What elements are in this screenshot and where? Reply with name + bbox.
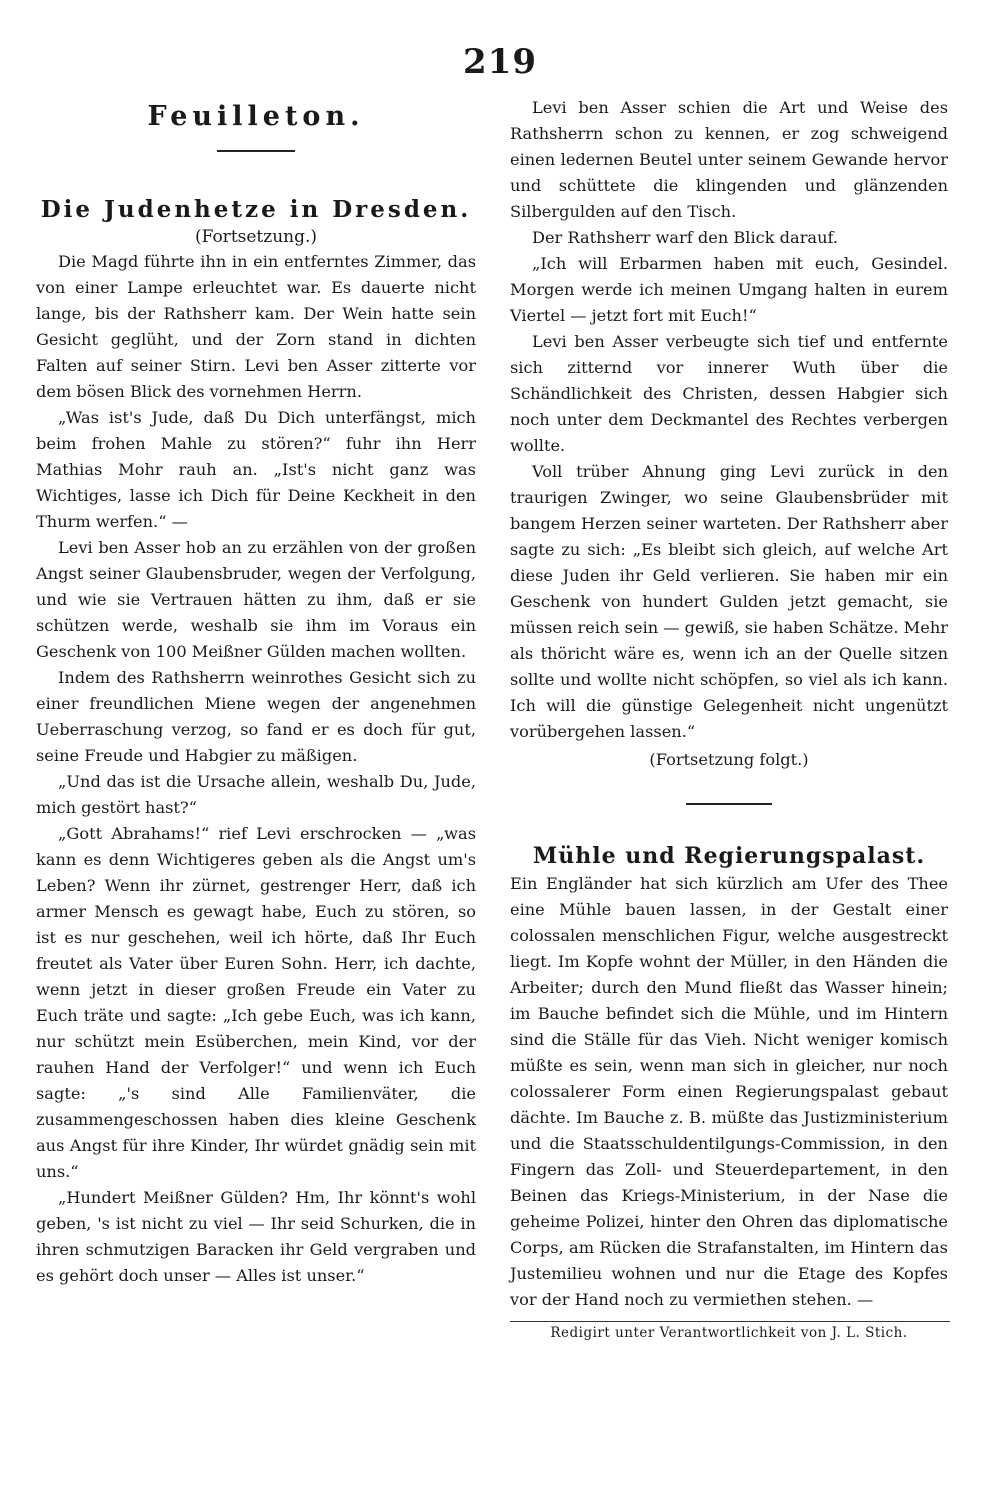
paragraph: Der Rathsherr warf den Blick darauf. (532, 228, 839, 247)
article-subtitle: (Fortsetzung.) (194, 227, 318, 247)
page-number: 219 (463, 42, 537, 82)
article-title: Die Judenhetze in Dresden. (40, 196, 472, 223)
paragraph: Indem des Rathsherrn weinrothes Gesicht sich zu einer freundlichen Miene wegen der angenehmen Ueberraschung verzog, so fand er es doch für gut, seine Freude und Habgier zu mäßigen. (36, 668, 476, 765)
paragraph: „Und das ist die Ursache allein, weshalb Du, Jude, mich gestört hast?“ (36, 772, 476, 817)
section-divider (217, 150, 295, 152)
paragraph: „Hundert Meißner Gülden? Hm, Ihr könnt's wohl geben, 's ist nicht zu viel — Ihr seid Schurken, die in ihren schmutzigen Baracken ihr Geld vergraben und es gehört doch unser — Alles ist unser.“ (36, 1188, 476, 1285)
paragraph: „Ich will Erbarmen haben mit euch, Gesindel. Morgen werde ich meinen Umgang halten in eurem Viertel — jetzt fort mit Euch!“ (510, 254, 948, 325)
paragraph: Levi ben Asser verbeugte sich tief und entfernte sich zitternd vor innerer Wuth über die Schändlichkeit des Christen, dessen Habgier sich noch unter dem Deckmantel des Rechtes verbergen wollte. (510, 332, 948, 455)
paragraph: Levi ben Asser schien die Art und Weise des Rathsherrn schon zu kennen, er zog schweigend einen ledernen Beutel unter seinem Gewande hervor und schüttete die klingenden und glänzenden Silbergulden auf den Tisch. (510, 98, 948, 221)
right-column (510, 95, 948, 1341)
paragraph: Voll trüber Ahnung ging Levi zurück in den traurigen Zwinger, wo seine Glaubensbrüder mit bangem Herzen seiner warteten. Der Rathsherr aber sagte zu sich: „Es bleibt sich gleich, auf welche Art diese Juden ihr Geld verlieren. Sie haben mir ein Geschenk von hundert Gulden jetzt gemacht, sie müssen reich sein — gewiß, sie haben Schätze. Mehr als thöricht wäre es, wenn ich an der Quelle sitzen sollte und wollte nicht schöpfen, so viel als ich kann. Ich will die günstige Gelegenheit nicht ungenützt vorübergehen lassen.“ (510, 462, 948, 741)
paragraph: Die Magd führte ihn in ein entferntes Zimmer, das von einer Lampe erleuchtet war. Es dauerte nicht lange, bis der Rathsherr kam. Der Wein hatte sein Gesicht geglüht, und der Zorn stand in dichten Falten auf seiner Stirn. Levi ben Asser zitterte vor dem bösen Blick des vornehmen Herrn. (36, 252, 476, 401)
editor-line: Redigirt unter Verantwortlichkeit von J. L. Stich. (550, 1325, 908, 1341)
footer-rule (510, 1321, 950, 1322)
paragraph: „Was ist's Jude, daß Du Dich unterfängst, mich beim frohen Mahle zu stören?“ fuhr ihn Herr Mathias Mohr rauh an. „Ist's nicht ganz was Wichtiges, lasse ich Dich für Deine Keckheit in den Thurm werfen.“ — (36, 408, 476, 531)
left-column (36, 95, 476, 1289)
article-title-2: Mühle und Regierungspalast. (532, 843, 926, 869)
article-divider (686, 803, 772, 805)
paragraph: „Gott Abrahams!“ rief Levi erschrocken — „was kann es denn Wichtigeres geben als die Angst um's Leben? Wenn ihr zürnet, gestrenger Herr, daß ich armer Mensch es gewagt habe, Euch zu stören, so ist es nur geschehen, weil ich hörte, daß Ihr Euch freutet als Vater über Euren Sohn. Herr, ich dachte, wenn jetzt in dieser großen Freude ein Vater zu Euch träte und sagte: „Ich gebe Euch, was ich kann, nur schützt mein Esüberchen, mein Kind, vor der rauhen Hand der Verfolger!“ und wenn ich Euch sagte: „'s sind Alle Familienväter, die zusammengeschossen haben dies kleine Geschenk aus Angst für ihre Kinder, Ihr würdet gnädig sein mit uns.“ (36, 824, 476, 1181)
section-heading: Feuilleton. (147, 101, 365, 132)
paragraph: Levi ben Asser hob an zu erzählen von der großen Angst seiner Glaubensbruder, wegen der Verfolgung, und wie sie Vertrauen hätten zu ihm, daß er sie schützen werde, weshalb sie ihm im Voraus ein Geschenk von 100 Meißner Gülden machen wollten. (36, 538, 476, 661)
continuation-note: (Fortsetzung folgt.) (649, 750, 809, 769)
paragraph: Ein Engländer hat sich kürzlich am Ufer des Thee eine Mühle bauen lassen, in der Gestalt einer colossalen menschlichen Figur, welche ausgestreckt liegt. Im Kopfe wohnt der Müller, in den Händen die Arbeiter; durch den Mund fließt das Wasser hinein; im Bauche befindet sich die Mühle, und im Hintern sind die Ställe für das Vieh. Nicht weniger komisch müßte es sein, wenn man sich in gleicher, nur noch colossalerer Form einen Regierungspalast gebaut dächte. Im Bauche z. B. müßte das Justizministerium und die Staatsschuldentilgungs-Commission, in den Fingern das Zoll- und Steuerdepartement, in den Beinen das Kriegs-Ministerium, in der Nase die geheime Polizei, hinter den Ohren das diplomatische Corps, am Rücken die Strafanstalten, im Hintern das Justemilieu wohnen und nur die Etage des Kopfes vor der Hand noch zu vermiethen stehen. — (510, 874, 948, 1309)
